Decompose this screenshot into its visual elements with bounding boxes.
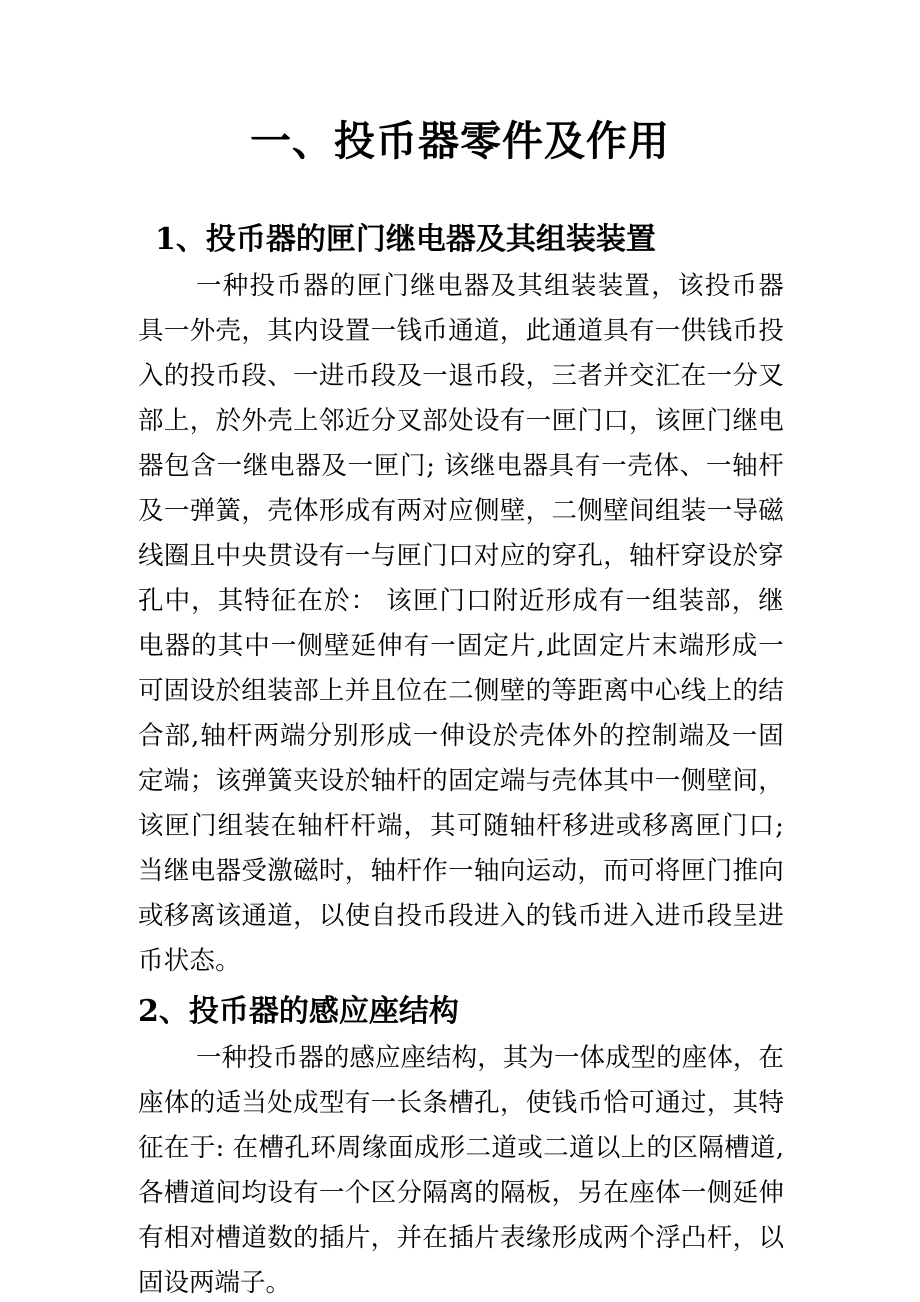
section-body-1: 一种投币器的匣门继电器及其组装装置，该投币器具一外壳，其内设置一钱币通道，此通道具有一供钱币投入的投币段、一进币段及一退币段，三者并交汇在一分叉部上，於外壳上邻近分叉部处设有一匣门口，该匣门继电器包含一继电器及一匣门; 该继电器具有一壳体、一轴杆及一弹簧，壳体形成有两对应侧壁，二侧壁间组装一导磁线圈且中央贯设有一与匣门口对应的穿孔，轴杆穿设於穿孔中，其特征在於： 该匣门口附近形成有一组装部，继电器的其中一侧壁延伸有一固定片,此固定片末端形成一可固设於组装部上并且位在二侧壁的等距离中心线上的结合部,轴杆两端分别形成一伸设於壳体外的控制端及一固定端；该弹簧夹设於轴杆的固定端与壳体其中一侧壁间，该匣门组装在轴杆杆端，其可随轴杆移进或移离匣门口; 当继电器受激磁时，轴杆作一轴向运动，而可将匣门推向或移离该通道，以使自投币段进入的钱币进入进币段呈进币状态。 bbox=[138, 271, 784, 976]
section-heading-2: 2、投币器的感应座结构 bbox=[138, 994, 459, 1029]
section-body-2: 一种投币器的感应座结构，其为一体成型的座体，在座体的适当处成型有一长条槽孔，使钱币恰可通过，其特征在于: 在槽孔环周缘面成形二道或二道以上的区隔槽道,各槽道间均设有一个区分隔离的隔板，另在座体一侧延伸有相对槽道数的插片，并在插片表缘形成两个浮凸杆，以固设两端子。 bbox=[138, 1043, 784, 1298]
document-title: 一、投币器零件及作用 bbox=[250, 117, 670, 165]
document-content bbox=[138, 218, 784, 1302]
section-heading-1: 1、投币器的匣门继电器及其组装装置 bbox=[155, 222, 656, 257]
